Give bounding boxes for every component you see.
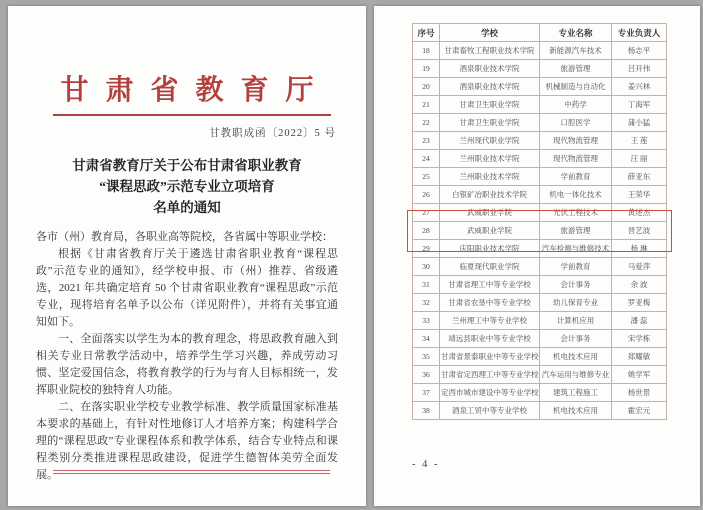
table-row	[413, 294, 667, 312]
cell-major: 旅游管理	[540, 222, 612, 240]
cell-major: 机电技术应用	[540, 348, 612, 366]
cell-leader: 宋学栋	[612, 330, 667, 348]
cell-no: 20	[413, 78, 440, 96]
cell-school: 临夏现代职业学院	[440, 258, 540, 276]
cell-leader: 郑耀敏	[612, 348, 667, 366]
cell-major: 中药学	[540, 96, 612, 114]
cell-leader: 汪 丽	[612, 150, 667, 168]
cell-no: 36	[413, 366, 440, 384]
cell-school: 庆阳职业技术学院	[440, 240, 540, 258]
cell-leader: 王荣华	[612, 186, 667, 204]
table-row-highlighted	[413, 204, 667, 222]
table-row	[413, 96, 667, 114]
cell-no: 23	[413, 132, 440, 150]
cell-no: 22	[413, 114, 440, 132]
cell-major: 光伏工程技术	[540, 204, 612, 222]
paragraph-2: 一、全面落实以学生为本的教育理念，将思政教育融入到相关专业日常教学活动中，培养学生学习兴趣，养成劳动习惯、坚定爱国信念，将教育教学的行为与育人目标相统一，发挥职业院校的独特育人功能。	[36, 333, 338, 396]
table-row	[413, 348, 667, 366]
cell-major: 口腔医学	[540, 114, 612, 132]
cell-major: 幼儿保育专业	[540, 294, 612, 312]
notice-title-line-3: 名单的通知	[153, 200, 221, 215]
agency-title: 甘肃省教育厅	[60, 75, 331, 106]
cell-major: 新能源汽车技术	[540, 42, 612, 60]
paragraph-1: 根据《甘肃省教育厅关于遴选甘肃省职业教育“课程思政”示范专业的通知》，经学校申报、市（州）推荐、省级遴选，2021 年共确定培育 50 个甘肃省职业教育“课程思政”示范专业，现将培育名单予以公布（详见附件），并将有关事宜通知如下。	[36, 248, 338, 328]
cell-leader: 薛亚东	[612, 168, 667, 186]
cell-school: 兰州职业技术学院	[440, 168, 540, 186]
cell-leader: 姜兴林	[612, 78, 667, 96]
table-row	[413, 384, 667, 402]
header-major: 专业名称	[540, 24, 612, 42]
cell-no: 29	[413, 240, 440, 258]
cell-leader: 马爱萍	[612, 258, 667, 276]
cell-leader: 杨 琳	[612, 240, 667, 258]
cell-no: 32	[413, 294, 440, 312]
cell-school: 甘肃省理工中等专业学校	[440, 276, 540, 294]
cell-major: 计算机应用	[540, 312, 612, 330]
cell-leader: 余 波	[612, 276, 667, 294]
notice-body	[8, 229, 366, 484]
cell-no: 31	[413, 276, 440, 294]
cell-major: 汽车运用与维修专业	[540, 366, 612, 384]
table-row	[413, 402, 667, 420]
notice-title-line-1: 甘肃省教育厅关于公布甘肃省职业教育	[72, 158, 302, 173]
red-double-line	[53, 470, 330, 474]
cell-major: 学前教育	[540, 258, 612, 276]
paragraph-3: 二、在落实职业学校专业教学标准、教学质量国家标准基本要求的基础上，有针对性地修订人才培养方案；构建科学合理的“课程思政”专业课程体系和教学体系，结合专业特点和课程类别分类推进课程思政建设，促进学生德智体美劳全面发展。	[36, 401, 338, 481]
table-row	[413, 78, 667, 96]
table-row	[413, 186, 667, 204]
cell-no: 28	[413, 222, 440, 240]
cell-school: 白银矿冶职业技术学院	[440, 186, 540, 204]
cell-school: 甘肃省农垦中等专业学校	[440, 294, 540, 312]
cell-school: 兰州职业技术学院	[440, 150, 540, 168]
table-row-highlighted	[413, 222, 667, 240]
table-row	[413, 42, 667, 60]
notice-title-line-2: “课程思政”示范专业立项培育	[99, 179, 275, 194]
table-row	[413, 114, 667, 132]
header-school: 学校	[440, 24, 540, 42]
cell-school: 酒泉工贸中等专业学校	[440, 402, 540, 420]
cell-school: 甘肃卫生职业学院	[440, 96, 540, 114]
specialty-table-body	[413, 42, 667, 420]
notice-title	[8, 155, 366, 218]
cell-leader: 姚学军	[612, 366, 667, 384]
cell-no: 34	[413, 330, 440, 348]
cell-school: 酒泉职业技术学院	[440, 78, 540, 96]
cell-major: 建筑工程施工	[540, 384, 612, 402]
cell-school: 酒泉职业技术学院	[440, 60, 540, 78]
table-row	[413, 168, 667, 186]
cell-major: 机械制造与自动化	[540, 78, 612, 96]
table-row	[413, 366, 667, 384]
specialty-table	[412, 23, 667, 420]
table-row	[413, 240, 667, 258]
cell-school: 兰州现代职业学院	[440, 132, 540, 150]
header-leader: 专业负责人	[612, 24, 667, 42]
attachment-page	[374, 6, 700, 506]
cell-major: 机电技术应用	[540, 402, 612, 420]
cell-leader: 蒲小猛	[612, 114, 667, 132]
cell-school: 武威职业学院	[440, 204, 540, 222]
cell-school: 武威职业学院	[440, 222, 540, 240]
salutation: 各市（州）教育局，各职业高等院校，各省属中等职业学校：	[36, 231, 333, 243]
cell-no: 19	[413, 60, 440, 78]
specialty-table-wrap	[412, 23, 667, 420]
cell-school: 甘肃卫生职业学院	[440, 114, 540, 132]
table-row	[413, 150, 667, 168]
table-row	[413, 330, 667, 348]
cell-school: 靖远县职业中等专业学校	[440, 330, 540, 348]
cell-major: 学前教育	[540, 168, 612, 186]
cell-no: 37	[413, 384, 440, 402]
document-number: 甘教职成函〔2022〕5 号	[209, 128, 336, 139]
cell-school: 兰州理工中等专业学校	[440, 312, 540, 330]
cell-major: 机电一体化技术	[540, 186, 612, 204]
table-row	[413, 60, 667, 78]
cell-leader: 杨世景	[612, 384, 667, 402]
cell-leader: 晋艺波	[612, 222, 667, 240]
cell-no: 18	[413, 42, 440, 60]
cell-no: 24	[413, 150, 440, 168]
cell-major: 现代物流管理	[540, 132, 612, 150]
cell-no: 33	[413, 312, 440, 330]
table-row	[413, 132, 667, 150]
cell-major: 现代物流管理	[540, 150, 612, 168]
header-no: 序号	[413, 24, 440, 42]
cell-major: 汽车检测与维修技术	[540, 240, 612, 258]
table-row	[413, 276, 667, 294]
cell-no: 35	[413, 348, 440, 366]
red-divider	[53, 114, 331, 116]
cell-no: 25	[413, 168, 440, 186]
table-row	[413, 258, 667, 276]
cell-school: 定西市城市建设中等专业学校	[440, 384, 540, 402]
cell-no: 38	[413, 402, 440, 420]
cell-school: 甘肃省定西理工中等专业学校	[440, 366, 540, 384]
cell-leader: 杨志平	[612, 42, 667, 60]
cell-no: 26	[413, 186, 440, 204]
cell-major: 会计事务	[540, 276, 612, 294]
cell-leader: 吕开伟	[612, 60, 667, 78]
cell-no: 21	[413, 96, 440, 114]
notice-page	[8, 6, 366, 506]
cell-no: 30	[413, 258, 440, 276]
cell-major: 会计事务	[540, 330, 612, 348]
cell-no: 27	[413, 204, 440, 222]
cell-school: 甘肃省景泰职业中等专业学校	[440, 348, 540, 366]
page-number: - 4 -	[412, 459, 440, 470]
cell-leader: 霍宏元	[612, 402, 667, 420]
cell-leader: 丁海军	[612, 96, 667, 114]
cell-leader: 罗亚梅	[612, 294, 667, 312]
cell-leader: 王 莲	[612, 132, 667, 150]
cell-leader: 黄述杰	[612, 204, 667, 222]
table-header-row	[413, 24, 667, 42]
table-row	[413, 312, 667, 330]
cell-major: 旅游管理	[540, 60, 612, 78]
cell-school: 甘肃畜牧工程职业技术学院	[440, 42, 540, 60]
cell-leader: 潘 蕊	[612, 312, 667, 330]
